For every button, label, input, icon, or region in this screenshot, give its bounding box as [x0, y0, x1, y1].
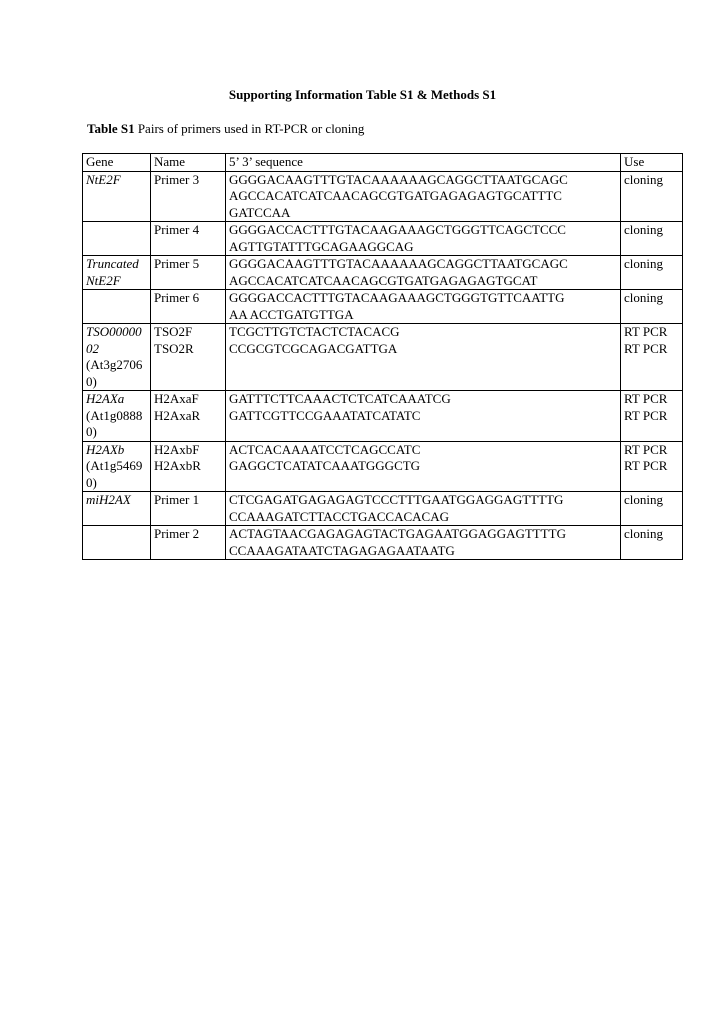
table-row	[83, 222, 683, 256]
use-cell: cloning	[621, 492, 683, 526]
sequence-line: AGTTGTATTTGCAGAAGGCAG	[229, 238, 414, 254]
gene-line: H2AXb	[86, 441, 125, 457]
primer-name-cell: Primer 3	[151, 171, 226, 222]
table-caption	[87, 121, 364, 137]
sequence-line: TCGCTTGTCTACTCTACACG	[229, 324, 400, 339]
use-cell: cloning	[621, 171, 683, 222]
gene-cell	[83, 391, 151, 442]
table-header-row	[83, 154, 683, 172]
gene-line: H2AXa	[86, 391, 125, 406]
use-cell	[621, 324, 683, 391]
primer-name: H2AxaR	[154, 407, 201, 423]
sequence-line: AA ACCTGATGTTGA	[229, 306, 354, 322]
sequence-line: AGCCACATCATCAACAGCGTGATGAGAGAGTGCATTTC	[229, 188, 562, 203]
table-row	[83, 171, 683, 222]
use-cell: cloning	[621, 256, 683, 290]
sequence-line: CTCGAGATGAGAGAGTCCCTTTGAATGGAGGAGTTTTG	[229, 492, 564, 507]
sequence-cell	[226, 222, 621, 256]
table-row	[83, 441, 683, 492]
gene-accession-line: 0)	[86, 424, 97, 439]
table-row	[83, 256, 683, 290]
primer-name: H2AxbF	[154, 441, 200, 457]
primer-table	[82, 153, 683, 560]
table-caption-text: Pairs of primers used in RT-PCR or cloning	[134, 121, 365, 136]
sequence-line: AGCCACATCATCAACAGCGTGATGAGAGAGTGCAT	[229, 272, 538, 288]
sequence-line: GATCCAA	[229, 204, 291, 220]
use-value: RT PCR	[624, 407, 668, 423]
gene-accession-line: 0)	[86, 474, 97, 490]
primer-name: H2AxbR	[154, 458, 201, 473]
sequence-cell	[226, 526, 621, 560]
use-cell: cloning	[621, 222, 683, 256]
gene-line: TSO00000	[86, 324, 142, 339]
primer-name: TSO2F	[154, 324, 193, 339]
gene-cell	[83, 290, 151, 324]
gene-accession-line: (At3g2706	[86, 357, 143, 372]
primer-name-cell: Primer 5	[151, 256, 226, 290]
use-value: RT PCR	[624, 340, 668, 356]
table-row	[83, 290, 683, 324]
sequence-cell	[226, 441, 621, 492]
sequence-line: GAGGCTCATATCAAATGGGCTG	[229, 458, 421, 473]
primer-name-cell	[151, 391, 226, 442]
sequence-line: GGGGACCACTTTGTACAAGAAAGCTGGGTGTTCAATTG	[229, 290, 565, 305]
use-value: RT PCR	[624, 324, 668, 339]
gene-cell	[83, 324, 151, 391]
table-row	[83, 391, 683, 442]
gene-accession-line: 0)	[86, 373, 97, 389]
sequence-cell	[226, 492, 621, 526]
gene-line: 02	[86, 340, 99, 356]
sequence-line: GGGGACAAGTTTGTACAAAAAAGCAGGCTTAATGCAGC	[229, 171, 568, 187]
sequence-cell	[226, 256, 621, 290]
header-use: Use	[621, 154, 683, 172]
table-row	[83, 492, 683, 526]
use-value: RT PCR	[624, 391, 668, 406]
use-cell: cloning	[621, 290, 683, 324]
sequence-line: GGGGACCACTTTGTACAAGAAAGCTGGGTTCAGCTCCC	[229, 222, 566, 237]
gene-cell	[83, 222, 151, 256]
sequence-line: GATTTCTTCAAACTCTCATCAAATCG	[229, 391, 451, 406]
primer-name-cell: Primer 4	[151, 222, 226, 256]
table-caption-label: Table S1	[87, 121, 135, 136]
sequence-cell	[226, 171, 621, 222]
gene-accession-line: (At1g0888	[86, 407, 143, 423]
primer-name: TSO2R	[154, 340, 194, 356]
use-cell	[621, 391, 683, 442]
gene-cell: miH2AX	[83, 492, 151, 526]
primer-name-cell: Primer 2	[151, 526, 226, 560]
use-value: RT PCR	[624, 441, 668, 457]
header-name: Name	[151, 154, 226, 172]
primer-name: H2AxaF	[154, 391, 199, 406]
use-value: RT PCR	[624, 458, 668, 473]
sequence-line: ACTCACAAAATCCTCAGCCATC	[229, 441, 421, 457]
header-gene: Gene	[83, 154, 151, 172]
sequence-line: GGGGACAAGTTTGTACAAAAAAGCAGGCTTAATGCAGC	[229, 256, 568, 271]
gene-cell: NtE2F	[83, 171, 151, 222]
gene-cell	[83, 441, 151, 492]
use-cell	[621, 441, 683, 492]
header-sequence: 5’ 3’ sequence	[226, 154, 621, 172]
page-title: Supporting Information Table S1 & Methods S1	[228, 87, 497, 102]
sequence-line: ACTAGTAACGAGAGAGTACTGAGAATGGAGGAGTTTTG	[229, 526, 567, 541]
sequence-line: GATTCGTTCCGAAATATCATATC	[229, 407, 421, 423]
sequence-cell	[226, 324, 621, 391]
primer-name-cell: Primer 6	[151, 290, 226, 324]
sequence-cell	[226, 290, 621, 324]
table-row	[83, 526, 683, 560]
sequence-line: CCAAAGATAATCTAGAGAGAATAATG	[229, 542, 455, 558]
sequence-line: CCAAAGATCTTACCTGACCACACAG	[229, 508, 449, 524]
primer-name-cell: Primer 1	[151, 492, 226, 526]
gene-line: Truncated	[86, 256, 139, 271]
gene-cell	[83, 256, 151, 290]
gene-line: NtE2F	[86, 272, 121, 288]
gene-accession-line: (At1g5469	[86, 458, 143, 473]
gene-cell	[83, 526, 151, 560]
table-row	[83, 324, 683, 391]
sequence-cell	[226, 391, 621, 442]
primer-name-cell	[151, 324, 226, 391]
primer-name-cell	[151, 441, 226, 492]
sequence-line: CCGCGTCGCAGACGATTGA	[229, 340, 398, 356]
use-cell: cloning	[621, 526, 683, 560]
